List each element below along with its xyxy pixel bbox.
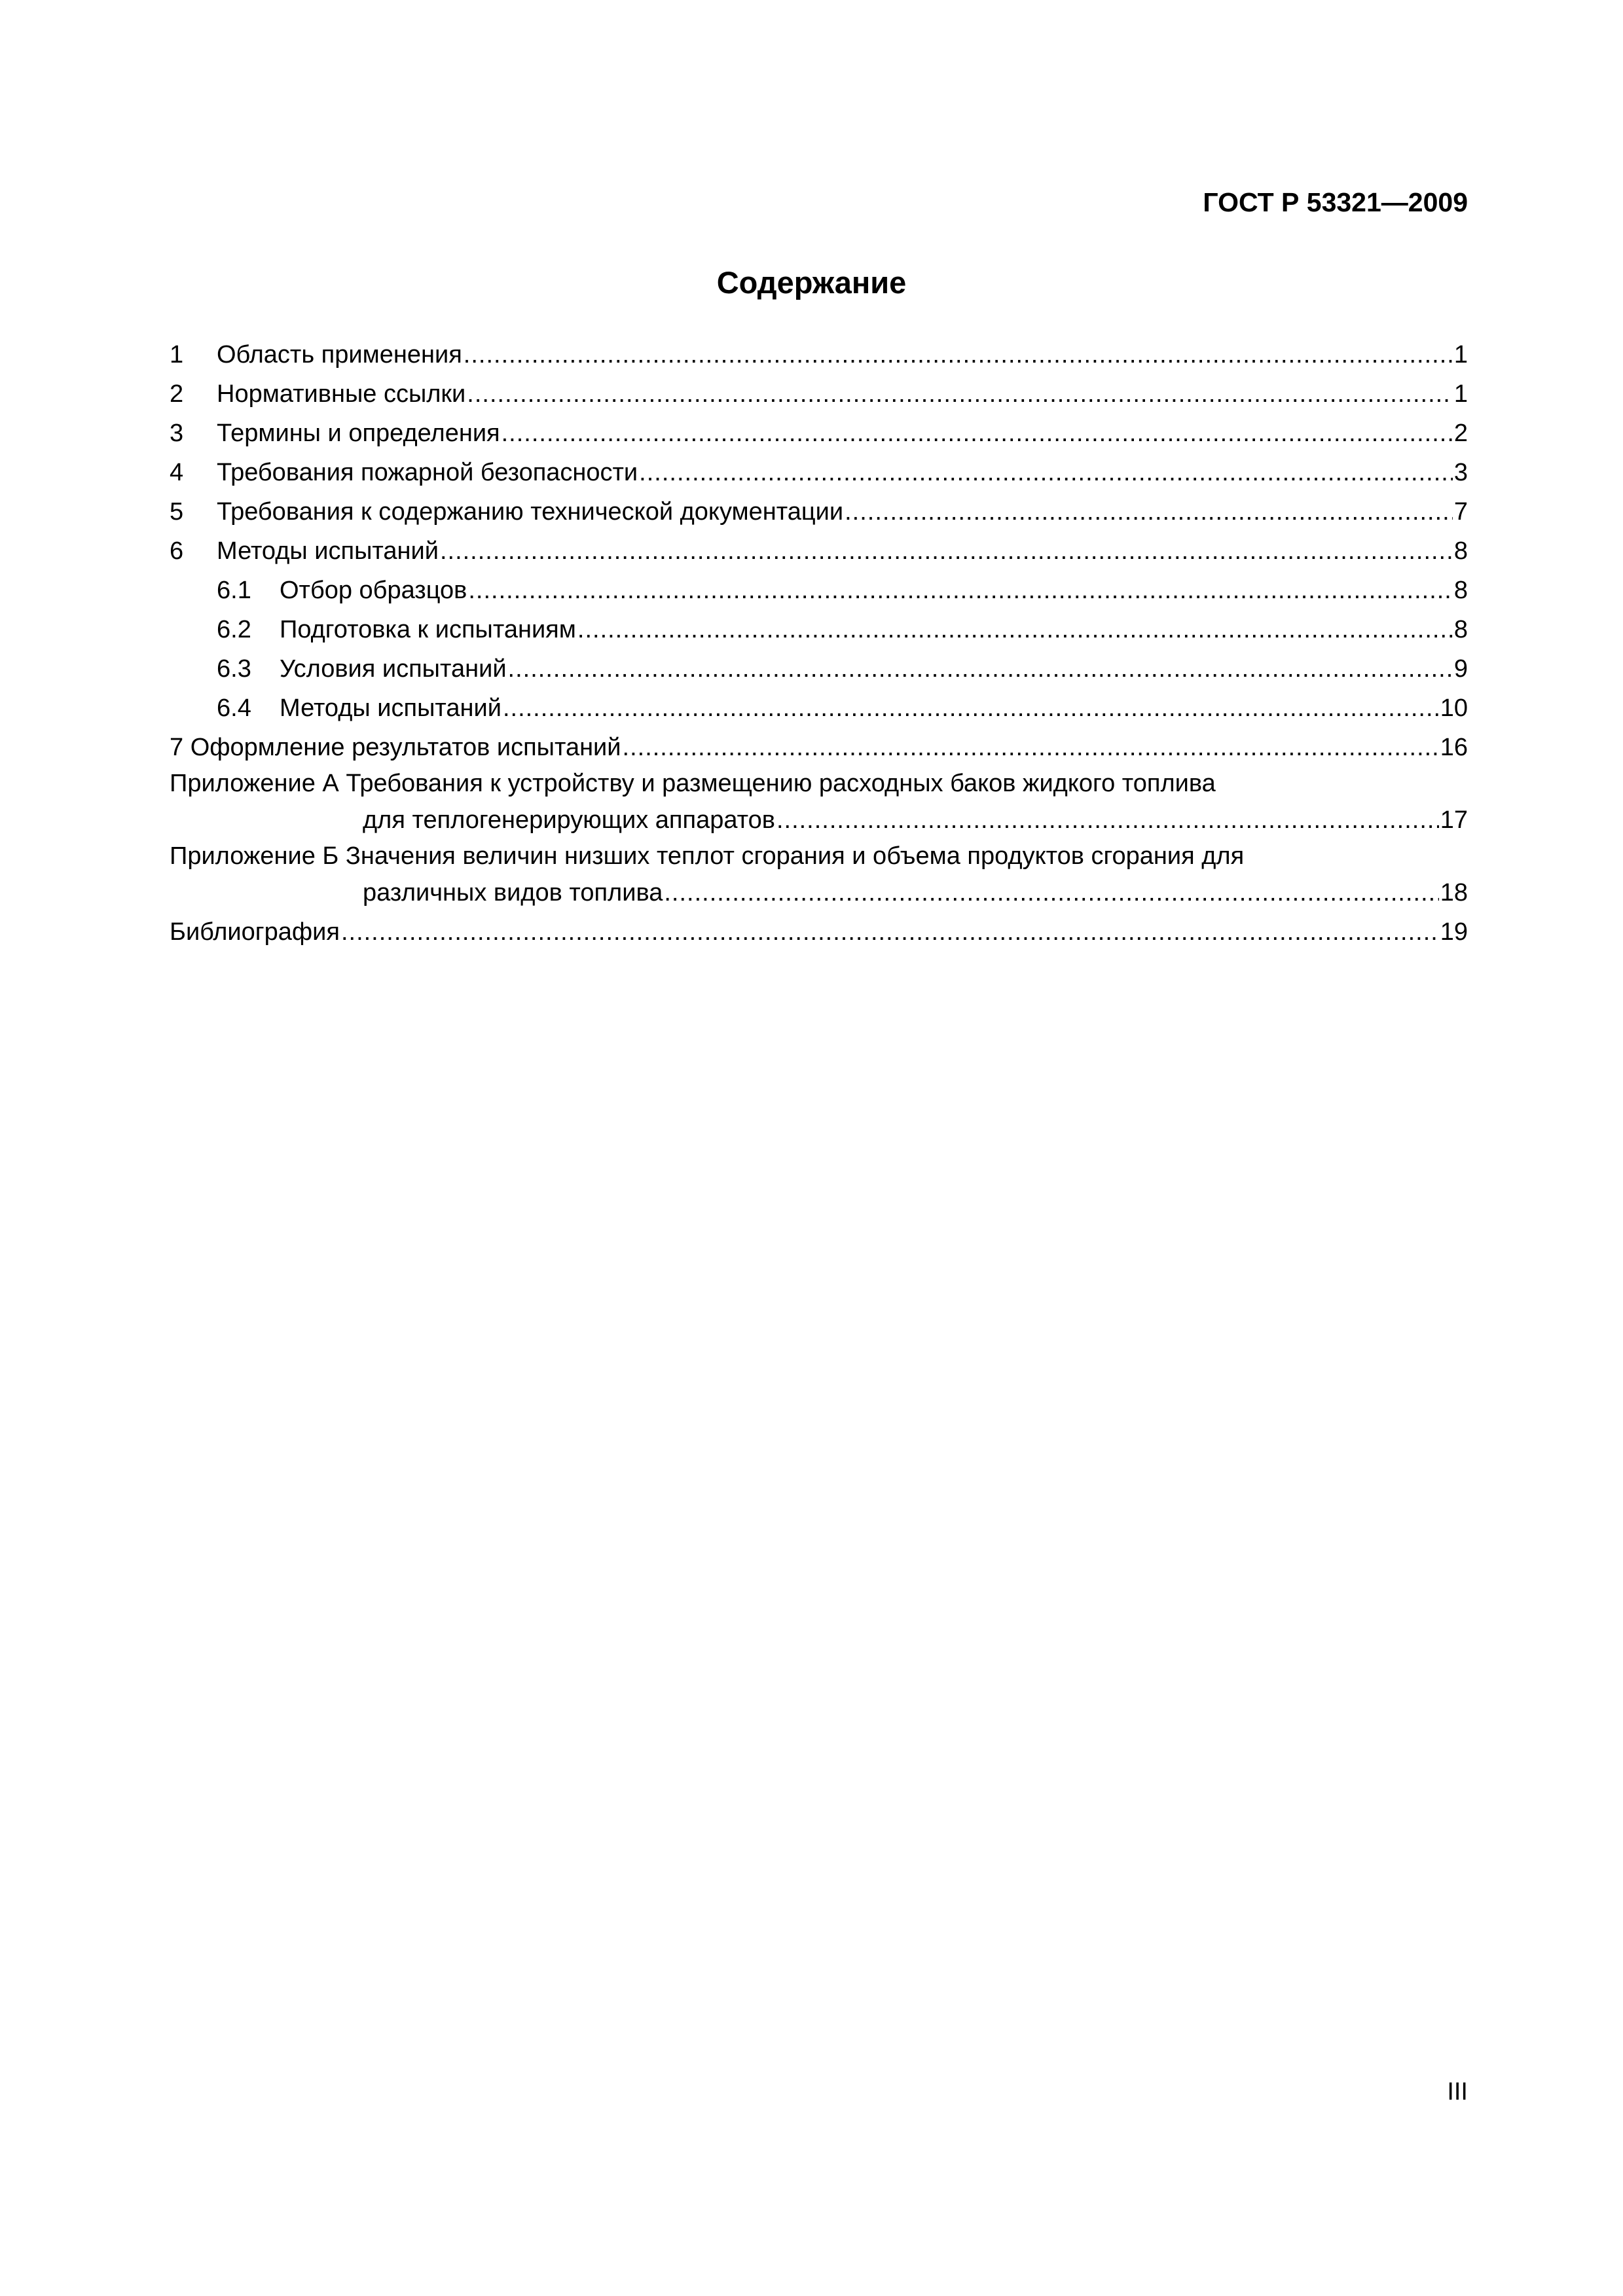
toc-entry[interactable]: [170, 492, 1468, 531]
toc-entry[interactable]: [170, 912, 1468, 952]
toc-entry-label: Приложение А Требования к устройству и размещению расходных баков жидкого топлива: [170, 770, 1216, 797]
toc-leader: [845, 492, 1453, 531]
toc-appendix-b[interactable]: [170, 840, 1468, 912]
toc-entry[interactable]: [170, 414, 1468, 453]
toc-leader: [503, 689, 1439, 728]
document-code: ГОСТ Р 53321—2009: [1203, 187, 1468, 217]
toc-leader: [577, 610, 1453, 649]
toc-entry-label: Область применения: [217, 341, 462, 368]
toc-entry-label: Требования к содержанию технической документации: [217, 498, 844, 526]
toc-entry[interactable]: [170, 374, 1468, 414]
toc-appendix-a[interactable]: [170, 767, 1468, 840]
toc-entry-number: 6.1: [217, 577, 251, 604]
table-of-contents: [170, 335, 1468, 952]
toc-leader: [464, 335, 1453, 374]
toc-entry-page: 8: [1453, 616, 1468, 643]
toc-entry-page: 17: [1440, 806, 1468, 834]
toc-entry[interactable]: [170, 335, 1468, 374]
toc-title: Содержание: [716, 265, 907, 300]
toc-entry-label: Нормативные ссылки: [217, 380, 466, 408]
toc-entry[interactable]: [170, 453, 1468, 492]
toc-entry-page: 2: [1453, 420, 1468, 447]
toc-entry[interactable]: [170, 531, 1468, 571]
toc-leader: [508, 649, 1453, 689]
toc-entry-number: 6: [170, 537, 184, 565]
toc-entry-number: 1: [170, 341, 184, 368]
toc-entry-number: 6.2: [217, 616, 251, 643]
toc-entry-page: 19: [1440, 918, 1468, 946]
toc-entry-number: 3: [170, 420, 184, 447]
toc-entry-number: 6.3: [217, 655, 251, 683]
toc-leader: [467, 374, 1453, 414]
toc-entry-page: 3: [1453, 459, 1468, 486]
toc-entry-label-continuation: для теплогенерирующих аппаратов: [363, 806, 775, 834]
page-number: III: [1447, 2078, 1468, 2106]
toc-subentry[interactable]: [170, 610, 1468, 649]
toc-entry-page: 1: [1453, 380, 1468, 408]
toc-entry-page: 16: [1440, 734, 1468, 761]
toc-entry-label-continuation: различных видов топлива: [363, 879, 663, 906]
toc-leader: [623, 728, 1439, 767]
toc-leader: [341, 912, 1439, 952]
toc-entry-page: 8: [1453, 577, 1468, 604]
toc-leader: [440, 531, 1453, 571]
toc-entry-label: 7 Оформление результатов испытаний: [170, 734, 621, 761]
toc-entry-number: 6.4: [217, 694, 251, 722]
toc-leader: [664, 873, 1438, 912]
toc-entry-page: 10: [1440, 694, 1468, 722]
toc-entry-label: Отбор образцов: [280, 577, 467, 604]
toc-entry-label: Методы испытаний: [280, 694, 501, 722]
toc-entry-page: 18: [1440, 879, 1468, 906]
toc-entry-label: Методы испытаний: [217, 537, 439, 565]
toc-entry-number: 5: [170, 498, 184, 526]
toc-subentry[interactable]: [170, 689, 1468, 728]
toc-leader: [468, 571, 1452, 610]
toc-leader: [776, 800, 1439, 840]
toc-entry-page: 7: [1453, 498, 1468, 526]
toc-subentry[interactable]: [170, 571, 1468, 610]
toc-entry-page: 8: [1453, 537, 1468, 565]
toc-entry-label: Приложение Б Значения величин низших теплот сгорания и объема продуктов сгорания для: [170, 842, 1245, 870]
toc-entry-number: 4: [170, 459, 184, 486]
toc-entry-label: Подготовка к испытаниям: [280, 616, 576, 643]
toc-entry-label: Термины и определения: [217, 420, 500, 447]
toc-entry[interactable]: [170, 728, 1468, 767]
toc-entry-label: Библиография: [170, 918, 340, 946]
toc-entry-page: 9: [1453, 655, 1468, 683]
toc-entry-label: Условия испытаний: [280, 655, 507, 683]
toc-entry-label: Требования пожарной безопасности: [217, 459, 638, 486]
toc-subentry[interactable]: [170, 649, 1468, 689]
toc-entry-page: 1: [1453, 341, 1468, 368]
toc-entry-number: 2: [170, 380, 184, 408]
toc-leader: [501, 414, 1453, 453]
toc-leader: [639, 453, 1453, 492]
